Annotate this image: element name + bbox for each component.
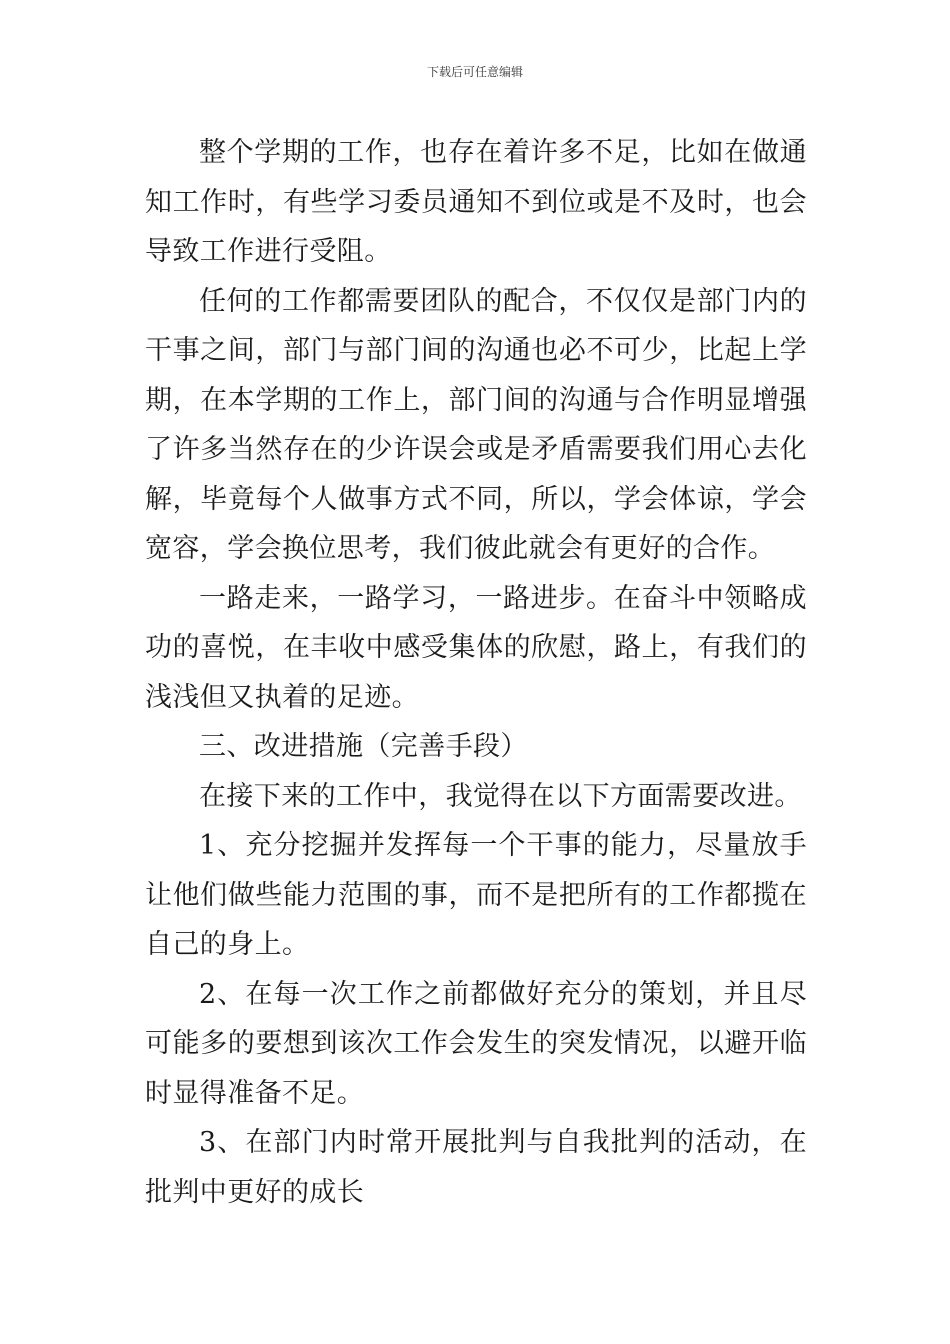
paragraph-improvement-intro: 在接下来的工作中，我觉得在以下方面需要改进。 xyxy=(199,780,802,812)
list-item-2: 2、在每一次工作之前都做好充分的策划，并且尽可能多的要想到该次工作会发生的突发情况，以避开临时显得准备不足。 xyxy=(145,978,807,1109)
section-heading-improvements: 三、改进措施（完善手段） xyxy=(199,731,528,762)
paragraph-teamwork: 任何的工作都需要团队的配合，不仅仅是部门内的干事之间，部门与部门间的沟通也必不可少，比起上学期，在本学期的工作上，部门间的沟通与合作明显增强了许多当然存在的少许误会或是矛盾需要我们用心去化解，毕竟每个人做事方式不同，所以，学会体谅，学会宽容，学会换位思考，我们彼此就会有更好的合作。 xyxy=(145,285,807,564)
paragraph-shortcomings: 整个学期的工作，也存在着许多不足，比如在做通知工作时，有些学习委员通知不到位或是不及时，也会导致工作进行受阻。 xyxy=(145,137,807,267)
paragraph-progress: 一路走来，一路学习，一路进步。在奋斗中领略成功的喜悦，在丰收中感受集体的欣慰，路上，有我们的浅浅但又执着的足迹。 xyxy=(145,582,807,713)
list-item-3: 3、在部门内时常开展批判与自我批判的活动，在批判中更好的成长 xyxy=(145,1127,807,1208)
document-body xyxy=(145,128,807,1217)
list-item-1: 1、充分挖掘并发挥每一个干事的能力，尽量放手让他们做些能力范围的事，而不是把所有的工作都揽在自己的身上。 xyxy=(145,830,807,960)
page-header-note: 下载后可任意编辑 xyxy=(426,65,523,79)
